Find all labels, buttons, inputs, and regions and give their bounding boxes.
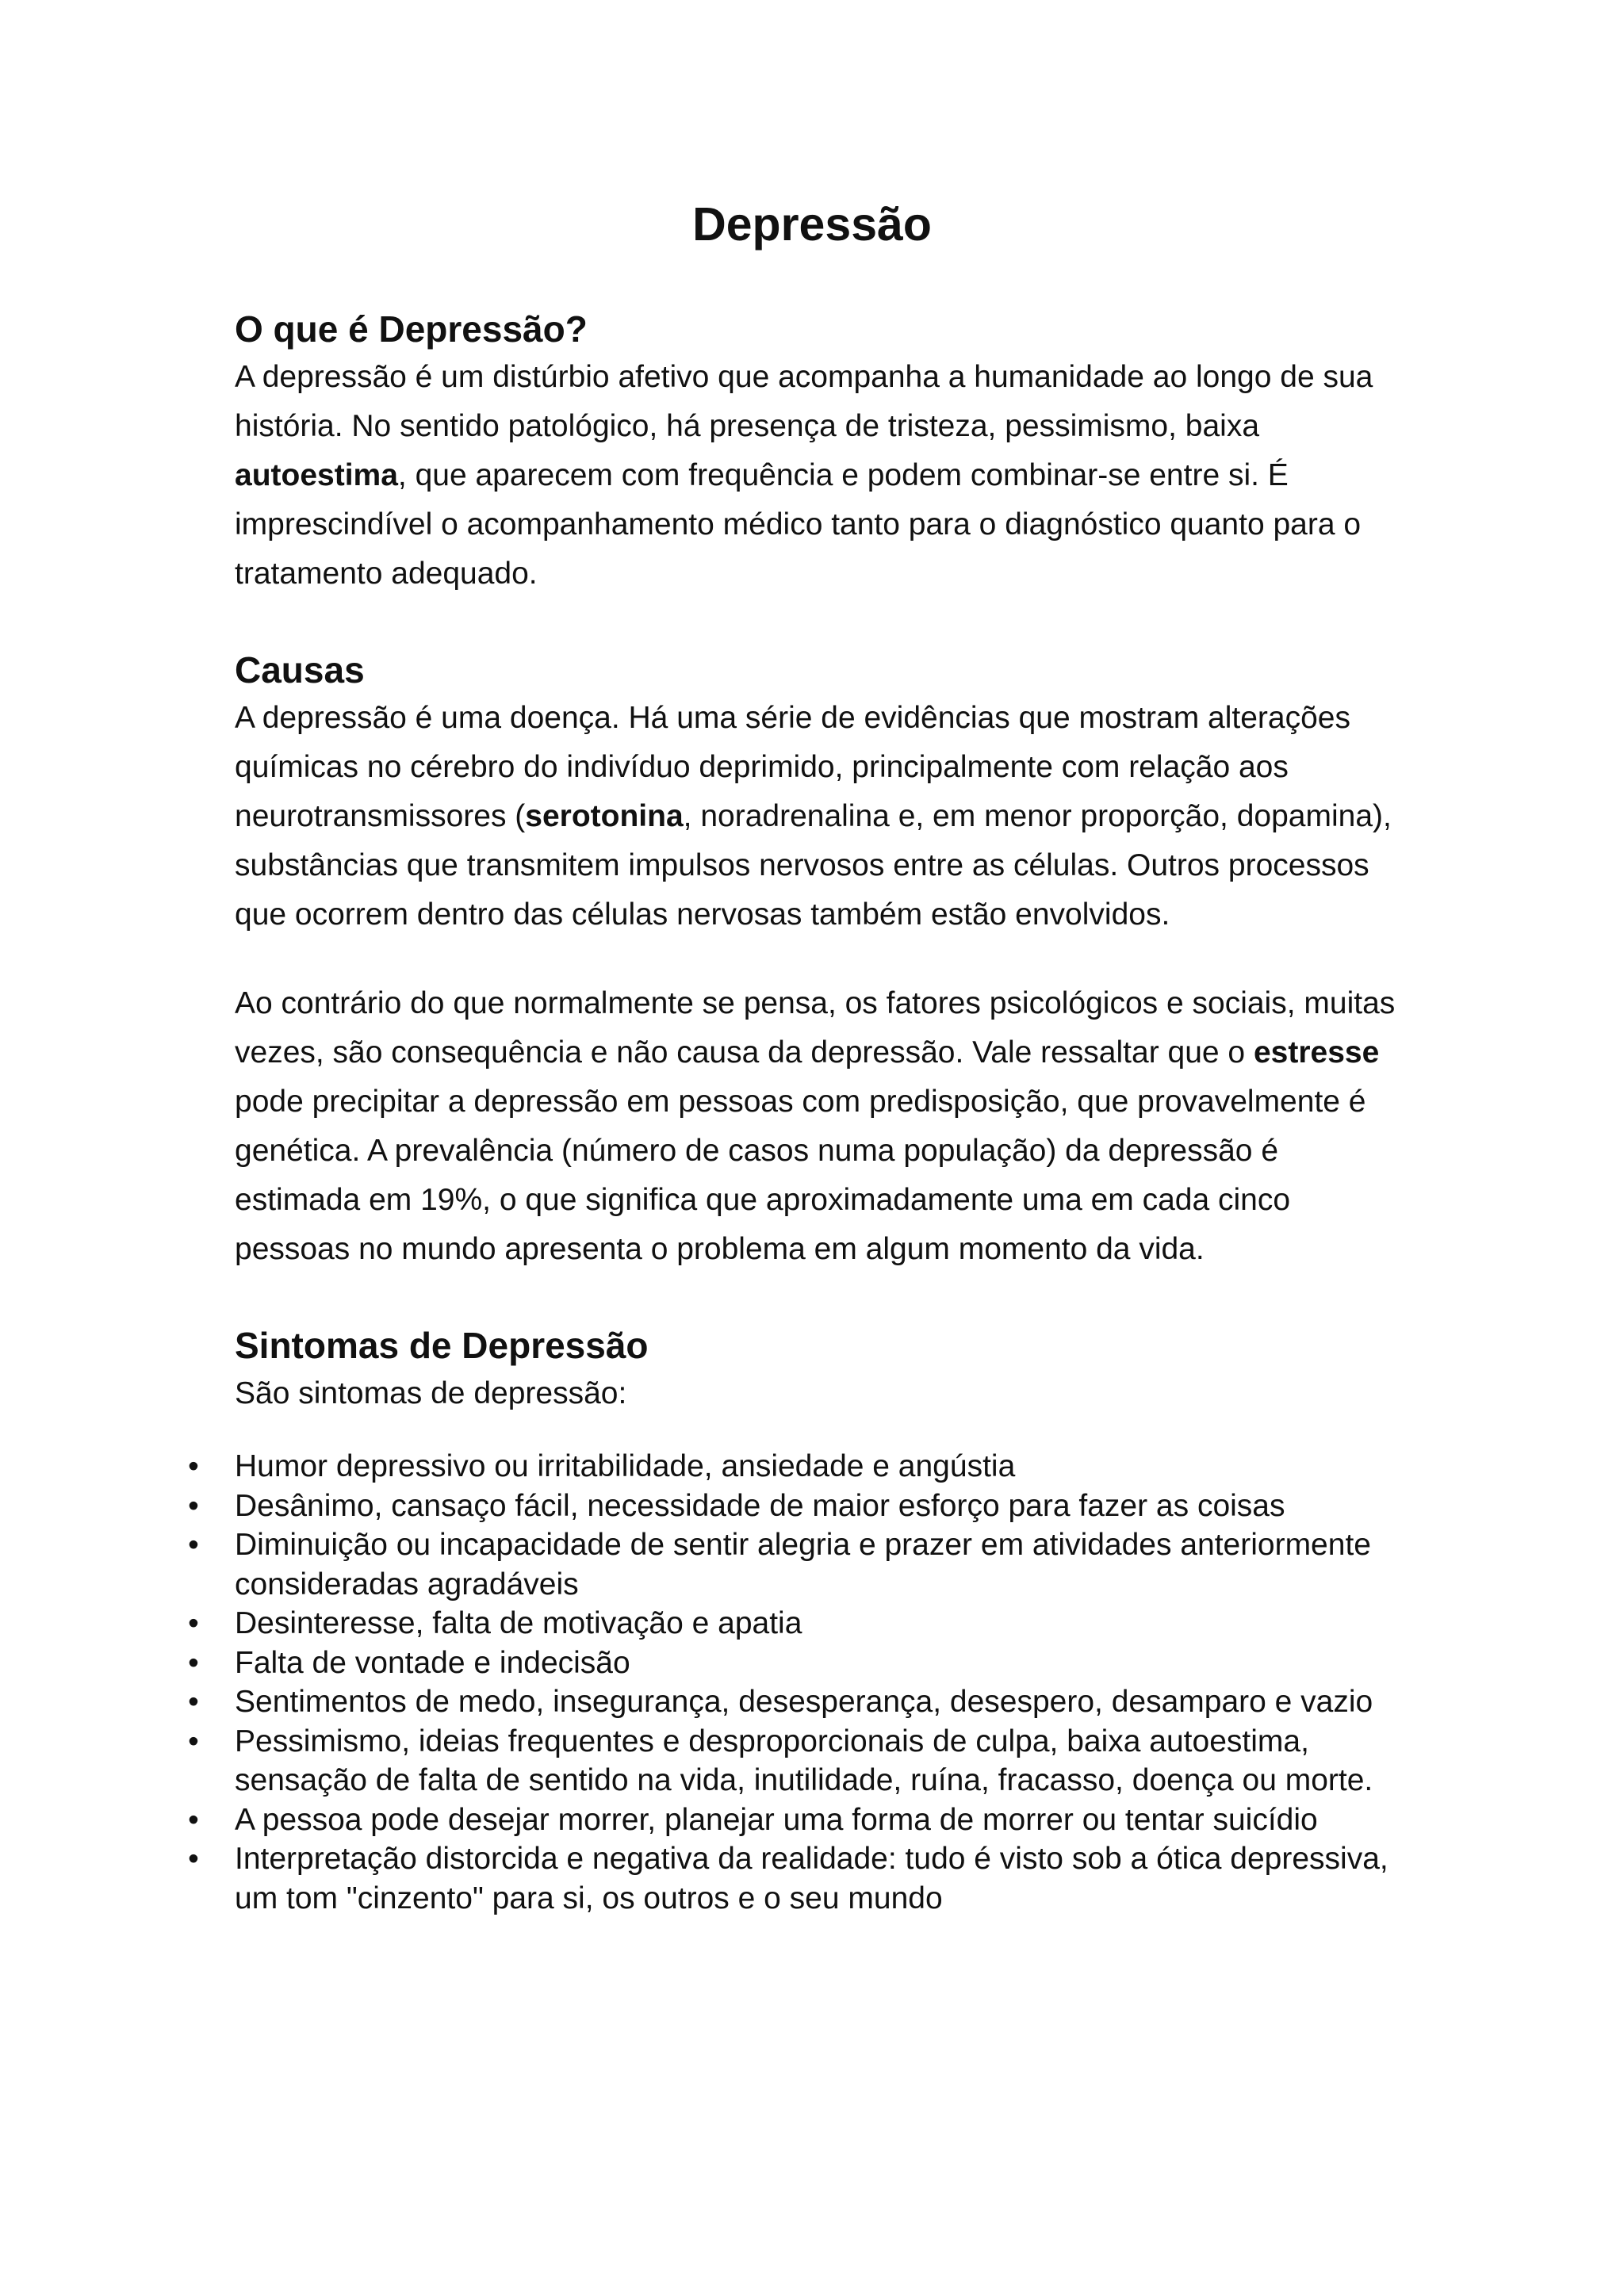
list-item: [188, 1839, 1408, 1918]
text-run: A depressão é uma doença. Há uma série de evidências que mostram alterações químicas no cérebro do indivíduo deprimido, principalmente com relação aos neurotransmissores (: [235, 701, 1350, 833]
paragraph-causes-1: [235, 694, 1408, 939]
list-item-text: Sentimentos de medo, insegurança, desesperança, desespero, desamparo e vazio: [235, 1685, 1373, 1719]
list-item-text: Diminuição ou incapacidade de sentir alegria e prazer em atividades anteriormente consideradas agradáveis: [235, 1528, 1371, 1601]
list-item-text: Falta de vontade e indecisão: [235, 1645, 630, 1680]
bullet-icon: •: [188, 1606, 199, 1640]
bullet-icon: •: [188, 1842, 199, 1876]
document-body: [188, 305, 1408, 1918]
list-item-text: Desinteresse, falta de motivação e apatia: [235, 1606, 802, 1640]
list-item: [188, 1604, 1408, 1644]
paragraph-causes-2: [235, 979, 1408, 1274]
list-item: [188, 1800, 1408, 1840]
section-heading-symptoms: Sintomas de Depressão: [235, 1325, 649, 1366]
text-run: Ao contrário do que normalmente se pensa, os fatores psicológicos e sociais, muitas vezes, são consequência e não causa da depressão. Vale ressaltar que o: [235, 986, 1396, 1070]
text-run: , que aparecem com frequência e podem combinar-se entre si. É imprescindível o acompanhamento médico tanto para o diagnóstico quanto para o tratamento adequado.: [235, 458, 1362, 591]
bullet-icon: •: [188, 1449, 199, 1483]
bullet-icon: •: [188, 1685, 199, 1719]
paragraph-what-is: [235, 353, 1408, 599]
bold-term-estresse: estresse: [1253, 1035, 1380, 1070]
list-item: [188, 1644, 1408, 1683]
bullet-icon: •: [188, 1645, 199, 1680]
bullet-icon: •: [188, 1528, 199, 1562]
text-run: A depressão é um distúrbio afetivo que acompanha a humanidade ao longo de sua história. No sentido patológico, há presença de tristeza, pessimismo, baixa: [235, 360, 1373, 443]
list-item-text: Interpretação distorcida e negativa da realidade: tudo é visto sob a ótica depressiva, um tom "cinzento" para si, os outros e o seu mundo: [235, 1842, 1388, 1915]
bullet-icon: •: [188, 1488, 199, 1523]
bold-term-autoestima: autoestima: [235, 458, 398, 492]
text-run: pode precipitar a depressão em pessoas com predisposição, que provavelmente é genética. A prevalência (número de casos numa população) da depressão é estimada em 19%, o que significa que aproximadamente uma em cada cinco pessoas no mundo apresenta o problema em algum momento da vida.: [235, 1085, 1366, 1266]
section-heading-causes: Causas: [235, 649, 365, 691]
list-item-text: Pessimismo, ideias frequentes e desproporcionais de culpa, baixa autoestima, sensação de falta de sentido na vida, inutilidade, ruína, fracasso, doença ou morte.: [235, 1724, 1373, 1797]
list-item-text: Desânimo, cansaço fácil, necessidade de maior esforço para fazer as coisas: [235, 1488, 1285, 1523]
symptoms-intro: São sintomas de depressão:: [235, 1376, 627, 1410]
list-item: [188, 1525, 1408, 1604]
bullet-icon: •: [188, 1802, 199, 1837]
list-item: [188, 1447, 1408, 1487]
bullet-icon: •: [188, 1724, 199, 1758]
list-item-text: Humor depressivo ou irritabilidade, ansiedade e angústia: [235, 1449, 1016, 1483]
list-item: [188, 1722, 1408, 1800]
symptoms-list: [188, 1447, 1408, 1918]
bold-term-serotonina: serotonina: [525, 799, 684, 833]
list-item-text: A pessoa pode desejar morrer, planejar uma forma de morrer ou tentar suicídio: [235, 1802, 1318, 1837]
list-item: [188, 1487, 1408, 1526]
section-heading-what-is: O que é Depressão?: [235, 308, 588, 350]
text-run: , noradrenalina e, em menor proporção, dopamina), substâncias que transmitem impulsos nervosos entre as células. Outros processos que ocorrem dentro das células nervosas também estão envolvidos.: [235, 799, 1392, 932]
page-title: Depressão: [692, 198, 932, 251]
list-item: [188, 1682, 1408, 1722]
